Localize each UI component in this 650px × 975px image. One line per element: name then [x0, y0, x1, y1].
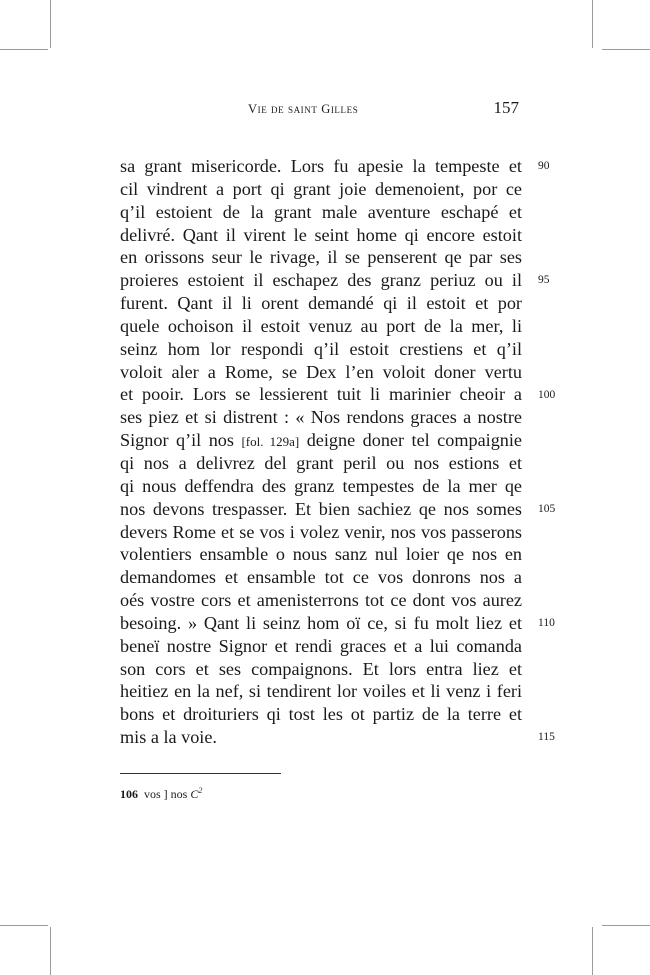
text-line: delivré. Qant il virent le seint home qi encore estoit: [120, 224, 522, 245]
text-line: quele ochoison il estoit venuz au port de la mer, li: [120, 315, 522, 336]
text-line: demandomes et ensamble tot ce vos donrons nos a: [120, 567, 522, 588]
text-line: qi nos a delivrez del grant peril ou nos estions et: [120, 452, 522, 473]
line-number: 110: [538, 617, 555, 629]
folio-marker: [fol. 129a]: [241, 434, 300, 450]
crop-mark-top-right: [592, 0, 593, 48]
text-line: beneï nostre Signor et rendi graces et a lui comanda: [120, 635, 522, 656]
text-line: devers Rome et se vos i volez venir, nos vos passerons: [120, 521, 522, 542]
line-number: 100: [538, 388, 556, 401]
text-line: Signor q’il nos [fol. 129a] deigne doner tel compaignie: [120, 430, 523, 451]
text-line: volentiers ensamble o nous sanz nul loier qe nos en: [120, 544, 522, 565]
text-line: voloit aler a Rome, se Dex l’en voloit doner vertu: [120, 361, 522, 382]
text-line: seinz hom lor respondi q’il estoit crestiens et q’il: [120, 338, 522, 359]
text-line: furent. Qant il li orent demandé qi il estoit et por: [120, 293, 522, 314]
text-line: nos devons trespasser. Et bien sachiez qe nos somes: [120, 498, 522, 519]
crop-mark-bottom-left-h: [0, 925, 48, 926]
crop-mark-top-left: [50, 0, 51, 48]
text-line: mis a la voie.: [120, 727, 217, 748]
text-line: en orissons seur le rivage, il se penserent qe par ses: [120, 247, 522, 268]
text-line: qi nous deffendra des granz tempestes de la mer qe: [120, 475, 522, 496]
main-text: [120, 155, 522, 749]
line-number: 95: [538, 274, 550, 287]
running-title: Vie de saint Gilles: [248, 102, 359, 116]
text-line: q’il estoient de la grant male aventure eschapé et: [120, 201, 522, 222]
text-line: proieres estoient il eschapez des granz periuz ou il: [120, 270, 522, 291]
crop-mark-bottom-left: [50, 927, 51, 975]
crop-mark-top-right-h: [602, 49, 650, 50]
page-number: 157: [493, 98, 519, 117]
crop-mark-bottom-right: [592, 927, 593, 975]
running-head: [120, 98, 520, 120]
crop-mark-top-left-h: [0, 49, 48, 50]
text-line: son cors et ses compaignons. Et lors entra liez et: [120, 658, 522, 679]
apparatus-variant: nos: [170, 787, 188, 801]
crop-mark-bottom-right-h: [602, 925, 650, 926]
text-line: oés vostre cors et amenisterrons tot ce dont vos aurez: [120, 590, 522, 611]
text-line: besoing. » Qant li seinz hom oï ce, si fu molt liez et: [120, 612, 522, 633]
text-line: cil vindrent a port qi grant joie demenoient, por ce: [120, 178, 522, 199]
line-number: 115: [538, 731, 555, 744]
text-line: sa grant misericorde. Lors fu apesie la tempeste et: [120, 156, 522, 176]
text-line: bons et droituriers qi tost les ot partiz de la terre et: [120, 704, 522, 725]
apparatus-line-ref: 106: [120, 787, 138, 801]
apparatus-lemma: vos ]: [144, 787, 168, 801]
line-number: 90: [538, 160, 550, 172]
line-number: 105: [538, 502, 556, 515]
critical-apparatus-note: [120, 786, 202, 802]
text-line: heitiez en la nef, si tendirent lor voiles et li venz i feri: [120, 681, 522, 702]
apparatus-siglum: $C^2$: [190, 786, 203, 801]
text-line: et pooir. Lors se lessierent tuit li marinier cheoir a: [120, 384, 522, 405]
footnote-rule: [120, 773, 281, 774]
text-line: ses piez et si distrent : « Nos rendons graces a nostre: [120, 407, 522, 428]
